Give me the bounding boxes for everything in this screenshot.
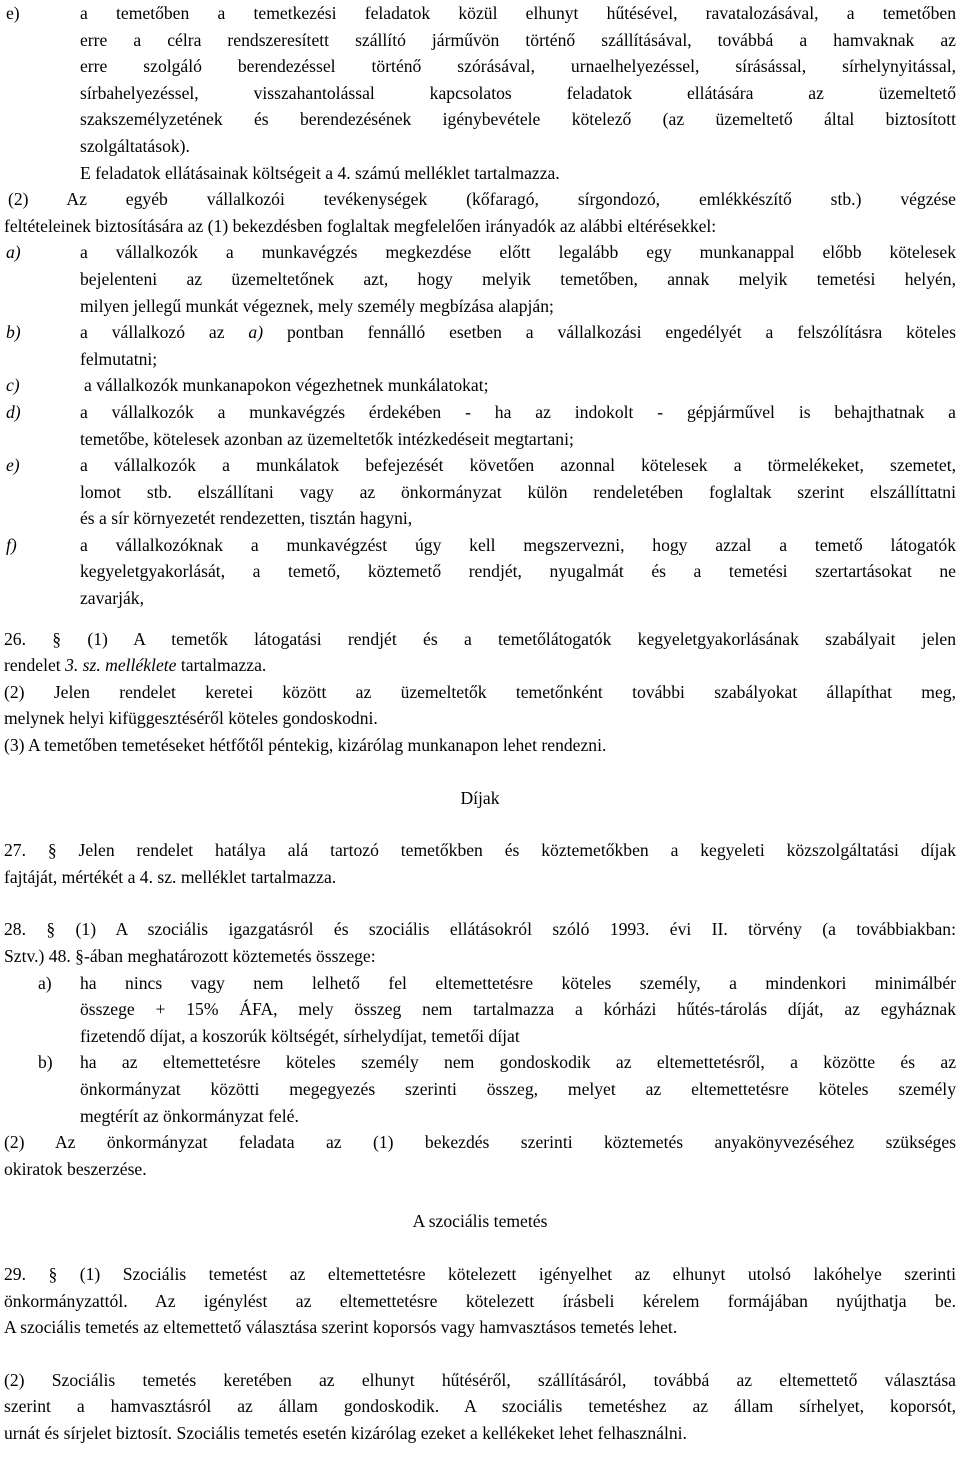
text-line: összege + 15% ÁFA, mely összeg nem tartalmazza a kórházi hűtés-tárolás díját, az egyháznak (80, 999, 956, 1020)
text-line: szolgáltatások). (80, 135, 190, 156)
text-line: önkormányzat közötti megegyezés szerinti összeg, melyet az eltemettetésre köteles személy (80, 1078, 956, 1099)
item-label: a) (6, 242, 21, 263)
para-2-line-1: (2) Az egyéb vállalkozói tevékenységek (kőfaragó, sírgondozó, emlékkészítő stb.) végzése (8, 189, 956, 210)
list-item (4, 452, 956, 532)
text-line: szakszemélyzetének és berendezésének igénybevétele kötelező (az üzemeltető által biztosított (80, 109, 956, 130)
section-27-line-2: fajtáját, mértékét a 4. sz. melléklet tartalmazza. (4, 866, 337, 887)
section-29-para-2-line-2: szerint a hamvasztásról az állam gondoskodik. A szociális temetéshez az állam sírhelyet, koporsót, (4, 1396, 956, 1417)
item-text (80, 399, 956, 452)
list-item (4, 970, 956, 1050)
text-line: és a sír környezetét rendezetten, tisztán hagyni, (80, 508, 413, 529)
para-2-line-2: feltételeinek biztosítására az (1) bekezdésben foglaltak megfelelően irányadók az alábbi eltérésekkel: (4, 215, 717, 236)
text-line: erre szolgáló berendezéssel történő szórásával, urnaelhelyezéssel, sírásással, sírhelynyitással, (80, 56, 956, 77)
item-label: c) (6, 375, 20, 396)
section-26-line-2 (4, 652, 956, 679)
text-run: a vállalkozó az (80, 322, 225, 343)
section-28-line-2: Sztv.) 48. §-ában meghatározott köztemetés összege: (4, 946, 376, 966)
heading-szocialis-temetes: A szociális temetés (412, 1211, 548, 1232)
text-line: a vállalkozók munkanapokon végezhetnek munkálatokat; (84, 375, 489, 396)
text-run-italic: a) (248, 322, 264, 343)
item-label: e) (6, 455, 20, 476)
item-label: e) (6, 3, 20, 23)
text-line: kegyeletgyakorlását, a temető, köztemető rendjét, nyugalmát és a temetési szertartásokat ne (80, 561, 956, 582)
text-line: megtérít az önkormányzat felé. (80, 1105, 299, 1126)
item-text (80, 239, 956, 319)
item-text (80, 1049, 956, 1129)
text-line: a temetőben a temetkezési feladatok közül elhunyt hűtésével, ravatalozásával, a temetőben (80, 3, 956, 23)
spacer (4, 612, 956, 626)
section-29-para-2-line-3: urnát és sírjelet biztosít. Szociális temetés esetén kizárólag ezeket a kellékeket lehet felhasználni. (4, 1422, 687, 1443)
item-text (80, 970, 956, 1050)
text-line: sírbahelyezéssel, visszahantolással kapcsolatos feladatok ellátására az üzemeltető (80, 82, 956, 103)
item-label: a) (38, 972, 52, 993)
text-line: lomot stb. elszállítani vagy az önkormányzat külön rendeletében foglaltak szerint elszállíttatni (80, 481, 956, 502)
text-line: zavarják, (80, 588, 144, 609)
section-28-para-2-line-1: (2) Az önkormányzat feladata az (1) bekezdés szerinti köztemetés anyakönyvezéséhez szükséges (4, 1132, 956, 1153)
item-label: f) (6, 534, 17, 555)
item-text (80, 0, 956, 186)
text-line: a vállalkozók a munkavégzés érdekében - ha az indokolt - gépjárművel is behajthatnak a (80, 401, 956, 422)
text-run: rendelet (4, 655, 61, 676)
section-26-para-2-line-2: melynek helyi kifüggesztéséről köteles gondoskodni. (4, 708, 378, 729)
section-27-line-1: 27. § Jelen rendelet hatálya alá tartozó temetőkben és köztemetőkben a kegyeleti közszolgáltatási díjak (4, 840, 956, 861)
list-item (4, 372, 956, 399)
text-line: felmutatni; (80, 348, 158, 369)
list-item (4, 319, 956, 372)
spacer (4, 759, 956, 785)
list-item (4, 532, 956, 612)
section-29-line-1: 29. § (1) Szociális temetést az eltemettetésre kötelezett igényelhet az elhunyt utolsó lakóhelye szerinti (4, 1263, 956, 1284)
item-text (80, 372, 956, 399)
item-text (80, 532, 956, 612)
text-line: bejelenteni az üzemeltetőnek azt, hogy melyik temetőben, annak melyik temetési helyén, (80, 268, 956, 289)
section-26-line-1: 26. § (1) A temetők látogatási rendjét és a temetőlátogatók kegyeletgyakorlásának szabályait jelen (4, 628, 956, 649)
text-run: tartalmazza. (180, 655, 267, 676)
text-line: temetőbe, kötelesek azonban az üzemeltetők intézkedéseit megtartani; (80, 428, 574, 449)
heading-dijak: Díjak (460, 787, 500, 808)
section-29-para-2-line-1: (2) Szociális temetés keretében az elhunyt hűtéséről, szállításáról, továbbá az eltemettető választása (4, 1369, 956, 1390)
text-line: fizetendő díjat, a koszorúk költségét, sírhelydíjat, temetői díjat (80, 1025, 520, 1046)
text-line: a vállalkozók a munkavégzés megkezdése előtt legalább egy munkanappal előbb kötelesek (80, 242, 956, 263)
section-29-line-2: önkormányzattól. Az igénylést az eltemettetésre kötelezett írásbeli kérelem formájában nyújthatja be. (4, 1290, 956, 1311)
spacer (4, 1341, 956, 1367)
section-26-para-2-line-1: (2) Jelen rendelet keretei között az üzemeltetők temetőnként további szabályokat állapíthat meg, (4, 681, 956, 702)
spacer (4, 1182, 956, 1208)
item-text (80, 319, 956, 372)
item-label: b) (6, 322, 21, 343)
item-text (80, 452, 956, 532)
text-line: ha az eltemettetésre köteles személy nem gondoskodik az eltemettetésről, a közötte és az (80, 1052, 956, 1073)
text-line: milyen jellegű munkát végeznek, mely személy megbízása alapján; (80, 295, 554, 316)
text-run-italic: 3. sz. melléklete (65, 655, 177, 676)
text-line: E feladatok ellátásainak költségeit a 4. számú melléklet tartalmazza. (80, 162, 560, 183)
item-label: d) (6, 401, 21, 422)
list-item (4, 399, 956, 452)
spacer (4, 1235, 956, 1261)
section-29-line-3: A szociális temetés az eltemettető választása szerint koporsós vagy hamvasztásos temetés lehet. (4, 1317, 678, 1338)
text-line: ha nincs vagy nem lelhető fel eltemettetésre köteles személy, a mindenkori minimálbér (80, 972, 956, 993)
section-26-para-3: (3) A temetőben temetéseket hétfőtől péntekig, kizárólag munkanapon lehet rendezni. (4, 735, 607, 756)
spacer (4, 890, 956, 916)
section-28-line-1: 28. § (1) A szociális igazgatásról és szociális ellátásokról szóló 1993. évi II. törvény (a továbbiakban: (4, 919, 956, 940)
spacer (4, 811, 956, 837)
text-line: erre a célra rendszeresített szállító járművön történő szállításával, továbbá a hamvaknak az (80, 29, 956, 50)
text-line: a vállalkozók a munkálatok befejezését követően azonnal kötelesek a törmelékeket, szemetet, (80, 455, 956, 476)
section-28-para-2-line-2: okiratok beszerzése. (4, 1158, 147, 1179)
text-line: a vállalkozóknak a munkavégzést úgy kell megszervezni, hogy azzal a temető látogatók (80, 534, 956, 555)
list-item (4, 0, 956, 186)
list-item (4, 239, 956, 319)
text-run: pontban fennálló esetben a vállalkozási engedélyét a felszólításra köteles (286, 322, 956, 343)
text-line (80, 319, 956, 346)
list-item (4, 1049, 956, 1129)
item-label: b) (38, 1052, 53, 1073)
